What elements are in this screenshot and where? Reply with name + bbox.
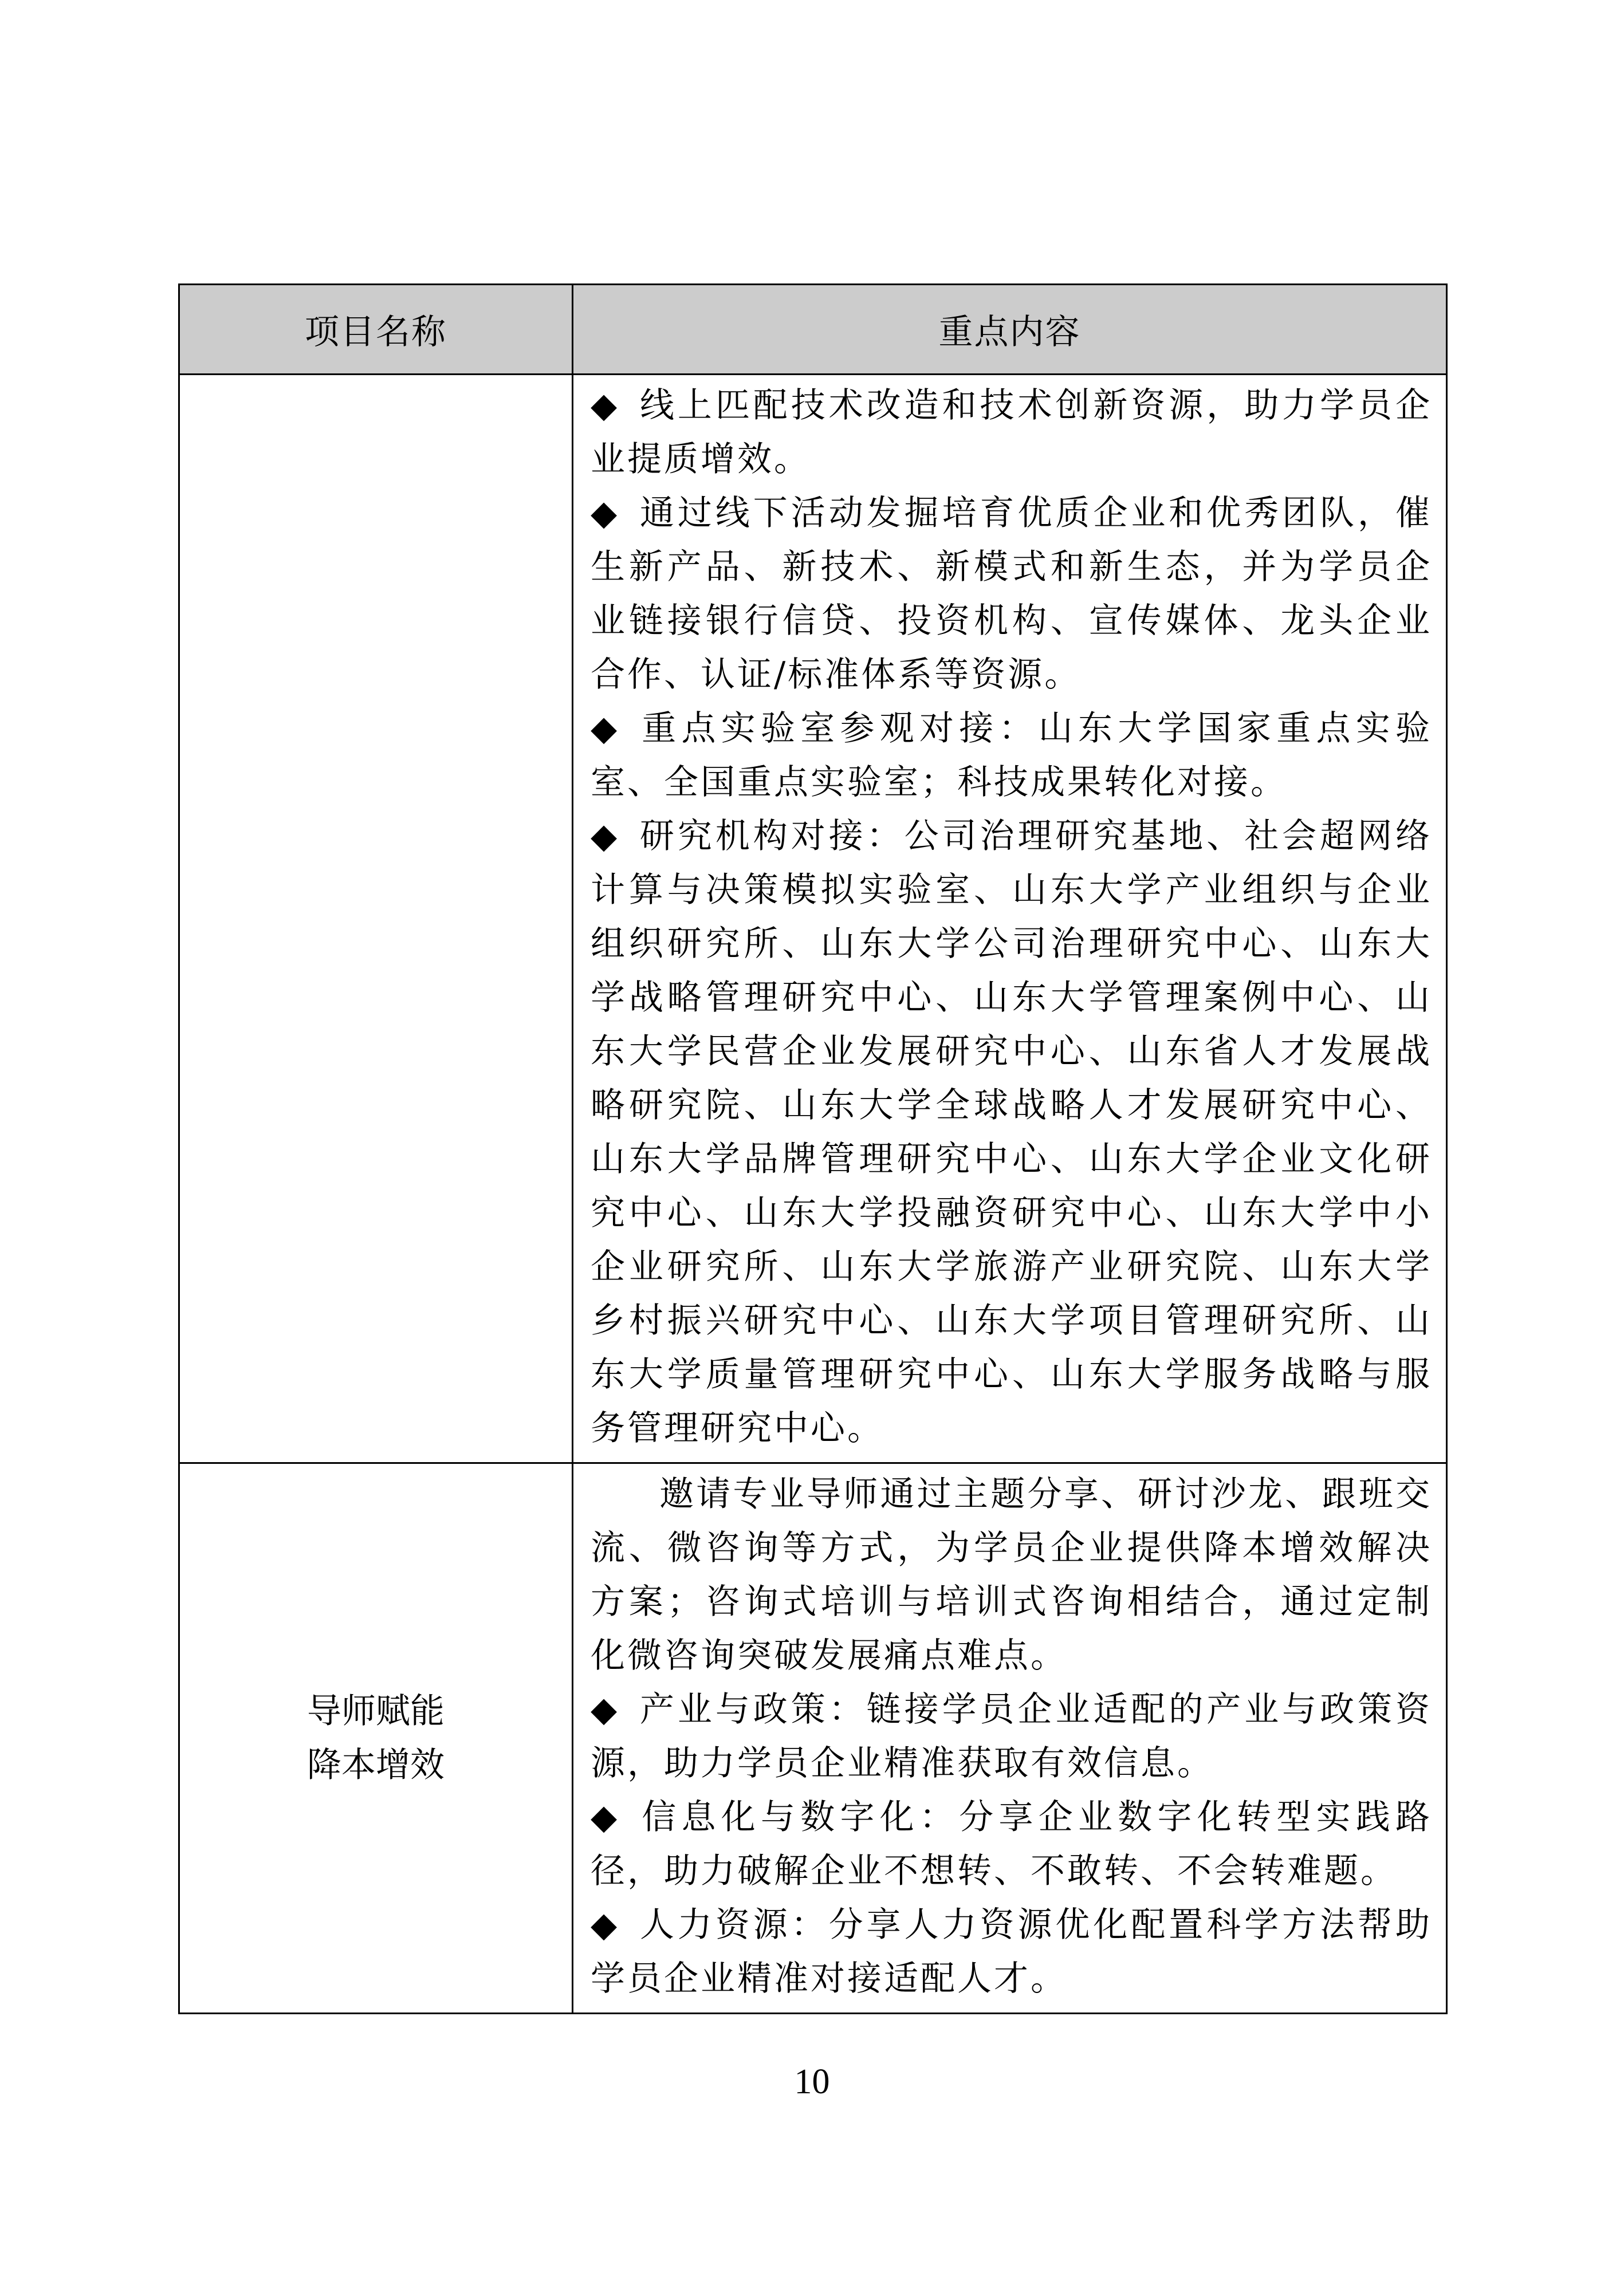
header-key-content: 重点内容: [573, 285, 1447, 375]
diamond-bullet-icon: ◆: [591, 816, 620, 856]
diamond-bullet-icon: ◆: [591, 708, 620, 749]
diamond-bullet-icon: ◆: [591, 1797, 620, 1837]
paragraph-text: 研究机构对接：公司治理研究基地、社会超网络计算与决策模拟实验室、山东大学产业组织与企业组织研究所、山东大学公司治理研究中心、山东大学战略管理研究中心、山东大学管理案例中心、山东大学民营企业发展研究中心、山东省人才发展战略研究院、山东大学全球战略人才发展研究中心、山东大学品牌管理研究中心、山东大学企业文化研究中心、山东大学投融资研究中心、山东大学中小企业研究所、山东大学旅游产业研究院、山东大学乡村振兴研究中心、山东大学项目管理研究所、山东大学质量管理研究中心、山东大学服务战略与服务管理研究中心。: [591, 816, 1432, 1448]
table-row: [179, 375, 1447, 1463]
paragraph-text: 人力资源：分享人力资源优化配置科学方法帮助学员企业精准对接适配人才。: [591, 1905, 1432, 1999]
project-name-cell: [179, 1463, 573, 2014]
content-table: [178, 283, 1448, 2014]
bullet-paragraph: [591, 1683, 1432, 1790]
diamond-bullet-icon: ◆: [591, 1689, 620, 1730]
intro-paragraph: 邀请专业导师通过主题分享、研讨沙龙、跟班交流、微咨询等方式，为学员企业提供降本增效解决方案；咨询式培训与培训式咨询相结合，通过定制化微咨询突破发展痛点难点。: [591, 1474, 1432, 1676]
content-cell: [573, 375, 1447, 1463]
project-name-line: 降本增效: [307, 1745, 445, 1785]
table-header-row: [179, 285, 1447, 375]
bullet-paragraph: [591, 702, 1432, 809]
page-number: 10: [794, 2062, 830, 2101]
project-name-cell: [179, 375, 573, 1463]
header-project-name: 项目名称: [179, 285, 573, 375]
paragraph-text: 信息化与数字化：分享企业数字化转型实践路径，助力破解企业不想转、不敢转、不会转难题。: [591, 1797, 1432, 1891]
diamond-bullet-icon: ◆: [591, 385, 620, 426]
content-cell: [573, 1463, 1447, 2014]
bullet-paragraph: [591, 1898, 1432, 2006]
bullet-paragraph: [591, 809, 1432, 1455]
diamond-bullet-icon: ◆: [591, 1905, 620, 1945]
bullet-paragraph: [591, 486, 1432, 702]
diamond-bullet-icon: ◆: [591, 493, 620, 533]
paragraph-text: 产业与政策：链接学员企业适配的产业与政策资源，助力学员企业精准获取有效信息。: [591, 1689, 1432, 1783]
paragraph-text: 线上匹配技术改造和技术创新资源，助力学员企业提质增效。: [591, 385, 1432, 479]
project-name-line: 导师赋能: [307, 1691, 445, 1731]
bullet-paragraph: [591, 379, 1432, 486]
paragraph-text: 重点实验室参观对接：山东大学国家重点实验室、全国重点实验室；科技成果转化对接。: [591, 708, 1432, 802]
bullet-paragraph: [591, 1790, 1432, 1898]
table-row: [179, 1463, 1447, 2014]
paragraph-text: 通过线下活动发掘培育优质企业和优秀团队，催生新产品、新技术、新模式和新生态，并为学员企业链接银行信贷、投资机构、宣传媒体、龙头企业合作、认证/标准体系等资源。: [591, 493, 1432, 695]
